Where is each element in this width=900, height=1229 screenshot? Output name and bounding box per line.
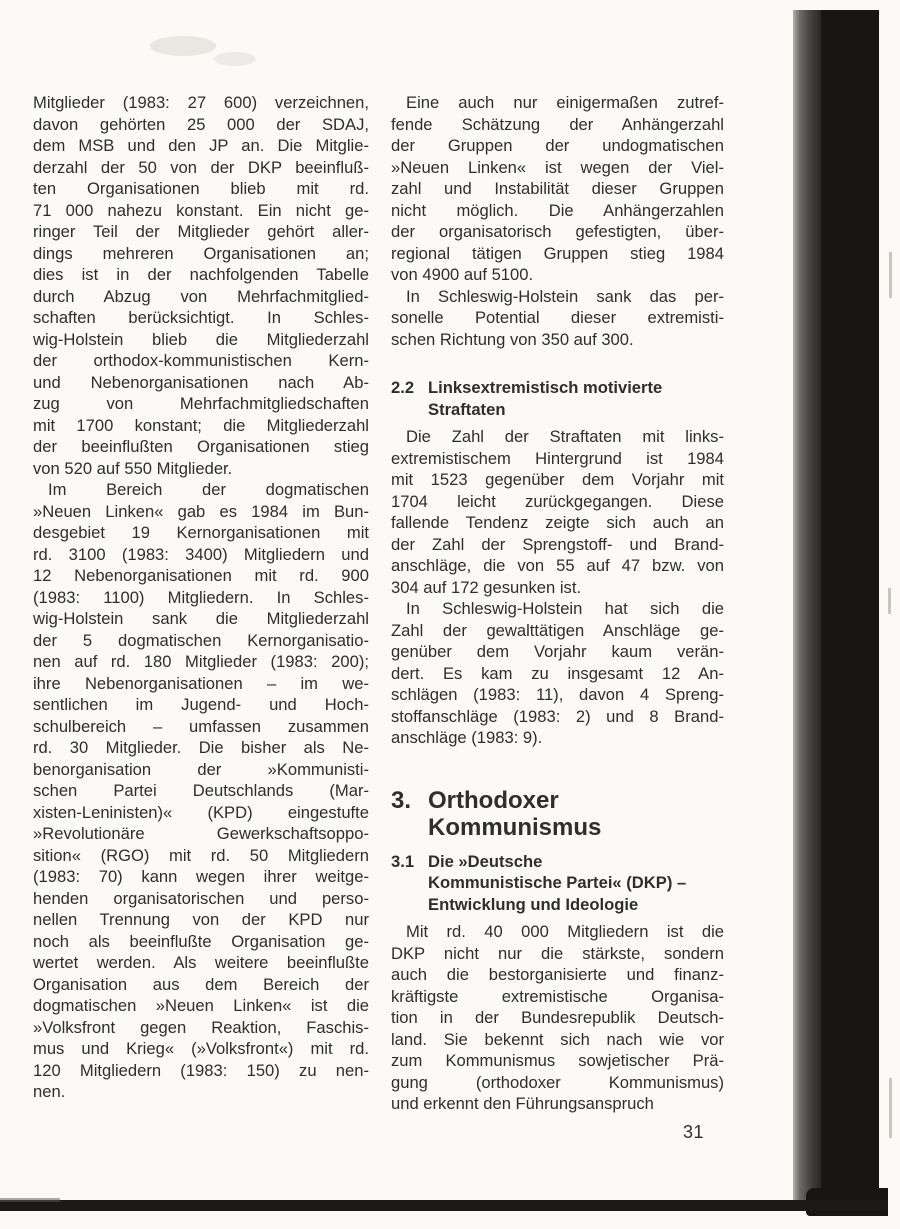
text-line: Linksextremistisch motivierte (428, 378, 663, 397)
bottom-page-edge (0, 1200, 888, 1211)
text-line: wig-Holstein blieb die Mitgliederzahl (33, 329, 369, 349)
text-line: »Volksfront gegen Reaktion, Faschis- (33, 1017, 369, 1037)
paragraph (33, 479, 369, 1103)
text-line: 1704 leicht zurückgegangen. Diese (391, 491, 724, 511)
text-line: und erkennt den Führungsanspruch (391, 1094, 654, 1113)
scan-margin-mark (889, 252, 892, 298)
text-line: mit 1700 konstant; die Mitgliederzahl (33, 415, 369, 435)
text-line: (1983: 70) kann wegen ihrer weitge- (33, 867, 369, 886)
text-line: Straftaten (428, 399, 506, 419)
scan-margin-mark (889, 1078, 892, 1138)
scan-margin-mark (888, 588, 891, 614)
text-line: xisten-Leninisten)« (KPD) eingestufte (33, 802, 369, 822)
text-line: dert. Es kam zu insgesamt 12 An- (391, 663, 724, 683)
text-line: zum Kommunismus sowjetischer Prä- (391, 1051, 724, 1070)
page-number: 31 (683, 1122, 705, 1142)
text-line: »Neuen Linken« ist wegen der Viel- (391, 157, 724, 177)
chapter-heading (391, 787, 724, 842)
text-line: kräftigste extremistische Organisa- (391, 986, 724, 1006)
text-line: noch als beeinflußte Organisation ge- (33, 931, 369, 951)
text-line: fende Schätzung der Anhängerzahl (391, 114, 724, 134)
paragraph (391, 286, 724, 351)
text-line: nen auf rd. 180 Mitglieder (1983: 200); (33, 652, 369, 671)
text-line: tion in der Bundesrepublik Deutsch- (391, 1008, 724, 1027)
text-line: dings mehreren Organisationen an; (33, 243, 369, 263)
text-line: sonelle Potential dieser extremisti- (391, 308, 724, 327)
scan-smudge (214, 52, 256, 66)
text-line: dogmatischen »Neuen Linken« ist die (33, 996, 369, 1015)
text-line: mus und Krieg« (»Volksfront«) mit rd. (33, 1039, 369, 1058)
text-line: anschläge, die von 55 auf 47 bzw. von (391, 556, 724, 575)
text-line: (1983: 1100) Mitgliedern. In Schles- (33, 587, 369, 607)
text-line: »Neuen Linken« gab es 1984 im Bun- (33, 501, 369, 521)
text-line: genüber dem Vorjahr kaum verän- (391, 642, 724, 661)
text-line: anschläge (1983: 9). (391, 728, 543, 747)
text-line: 12 Nebenorganisationen mit rd. 900 (33, 566, 369, 585)
text-line: schen Partei Deutschlands (Mar- (33, 781, 369, 800)
book-binding-band (821, 7, 879, 1216)
text-line: von 520 auf 550 Mitglieder. (33, 458, 233, 478)
heading-number: 3.1 (391, 851, 415, 871)
heading-number: 2.2 (391, 378, 415, 397)
text-line: zug von Mehrfachmitgliedschaften (33, 394, 369, 413)
text-line: ten Organisationen blieb mit rd. (33, 179, 369, 198)
text-line: und Nebenorganisationen nach Ab- (33, 372, 369, 392)
text-line: wig-Holstein sank die Mitgliederzahl (33, 609, 369, 628)
text-line: Mitglieder (1983: 27 600) verzeichnen, (33, 93, 369, 112)
text-line: der organisatorisch gefestigten, über- (391, 222, 724, 241)
text-line: zahl und Instabilität dieser Gruppen (391, 179, 724, 198)
text-line: gung (orthodoxer Kommunismus) (391, 1072, 724, 1092)
text-line: auch die bestorganisierte und finanz- (391, 965, 724, 984)
text-line: schlägen (1983: 11), davon 4 Spreng- (391, 685, 724, 704)
text-line: In Schleswig-Holstein sank das per- (406, 286, 724, 306)
text-line: derzahl der 50 von der DKP beeinfluß- (33, 157, 369, 177)
paragraph (391, 92, 724, 286)
text-line: rd. 3100 (1983: 3400) Mitgliedern und (33, 544, 369, 564)
text-line: Eine auch nur einigermaßen zutref- (406, 93, 724, 112)
text-line: mit 1523 gegenüber dem Vorjahr mit (391, 470, 724, 489)
text-line: Kommunismus (428, 814, 602, 841)
text-line: durch Abzug von Mehrfachmitglied- (33, 286, 369, 306)
text-line: Zahl der gewalttätigen Anschläge ge- (391, 620, 724, 640)
text-line: 120 Mitgliedern (1983: 150) zu nen- (33, 1060, 369, 1080)
text-line: schaften berücksichtigt. In Schles- (33, 308, 369, 327)
text-line: fallende Tendenz zeigte sich auch an (391, 513, 724, 532)
text-line: Orthodoxer (428, 786, 559, 814)
text-line: der 5 dogmatischen Kernorganisatio- (33, 630, 369, 650)
paragraph (391, 426, 724, 598)
heading-number: 3. (391, 786, 412, 814)
text-line: der orthodox-kommunistischen Kern- (33, 351, 369, 370)
left-column (33, 92, 369, 1103)
text-line: Organisation aus dem Bereich der (33, 974, 369, 994)
text-line: ringer Teil der Mitglieder gehört aller- (33, 222, 369, 241)
text-line: In Schleswig-Holstein hat sich die (406, 599, 724, 618)
scan-smudge (150, 36, 216, 56)
paragraph (391, 921, 724, 1115)
text-line: ihre Nebenorganisationen – im we- (33, 673, 369, 693)
text-line: dies ist in der nachfolgenden Tabelle (33, 265, 369, 284)
text-line: dem MSB und den JP an. Die Mitglie- (33, 136, 369, 155)
text-line: rd. 30 Mitglieder. Die bisher als Ne- (33, 738, 369, 757)
text-line: desgebiet 19 Kernorganisationen mit (33, 523, 369, 542)
binding-gutter-shadow (793, 10, 823, 1210)
text-line: land. Sie bekennt sich nach wie vor (391, 1029, 724, 1049)
text-line: der beeinflußten Organisationen stieg (33, 437, 369, 456)
text-line: schulbereich – umfassen zusammen (33, 716, 369, 736)
text-line: Kommunistische Partei« (DKP) – (428, 873, 687, 892)
text-line: 304 auf 172 gesunken ist. (391, 577, 582, 597)
text-line: nellen Trennung von der KPD nur (33, 910, 369, 929)
text-line: DKP nicht nur die stärkste, sondern (391, 943, 724, 963)
section-heading (391, 377, 724, 420)
text-line: stoffanschläge (1983: 2) und 8 Brand- (391, 706, 724, 726)
text-line: regional tätigen Gruppen stieg 1984 (391, 243, 724, 263)
section-heading (391, 851, 724, 916)
text-line: davon gehörten 25 000 der SDAJ, (33, 114, 369, 134)
right-column (391, 92, 724, 1115)
text-line: 71 000 nahezu konstant. Ein nicht ge- (33, 200, 369, 220)
text-line: von 4900 auf 5100. (391, 265, 534, 284)
text-line: der Zahl der Sprengstoff- und Brand- (391, 534, 724, 554)
paragraph (33, 92, 369, 479)
text-line: Entwicklung und Ideologie (428, 894, 639, 914)
text-line: Mit rd. 40 000 Mitgliedern ist die (406, 922, 724, 941)
paragraph (391, 598, 724, 749)
text-line: schen Richtung von 350 auf 300. (391, 329, 634, 349)
text-line: benorganisation der »Kommunisti- (33, 759, 369, 779)
text-line: henden organisatorischen und perso- (33, 888, 369, 908)
text-line: »Revolutionäre Gewerkschaftsoppo- (33, 824, 369, 843)
text-line: nen. (33, 1082, 66, 1101)
text-line: Im Bereich der dogmatischen (48, 480, 369, 499)
text-line: sition« (RGO) mit rd. 50 Mitgliedern (33, 845, 369, 865)
text-line: wertet werden. Als weitere beeinflußte (33, 953, 369, 972)
text-line: nicht möglich. Die Anhängerzahlen (391, 200, 724, 220)
text-line: extremistischem Hintergrund ist 1984 (391, 448, 724, 468)
text-line: der Gruppen der undogmatischen (391, 136, 724, 155)
text-line: sentlichen im Jugend- und Hoch- (33, 695, 369, 714)
text-line: Die Zahl der Straftaten mit links- (406, 427, 724, 446)
text-line: Die »Deutsche (428, 851, 543, 871)
